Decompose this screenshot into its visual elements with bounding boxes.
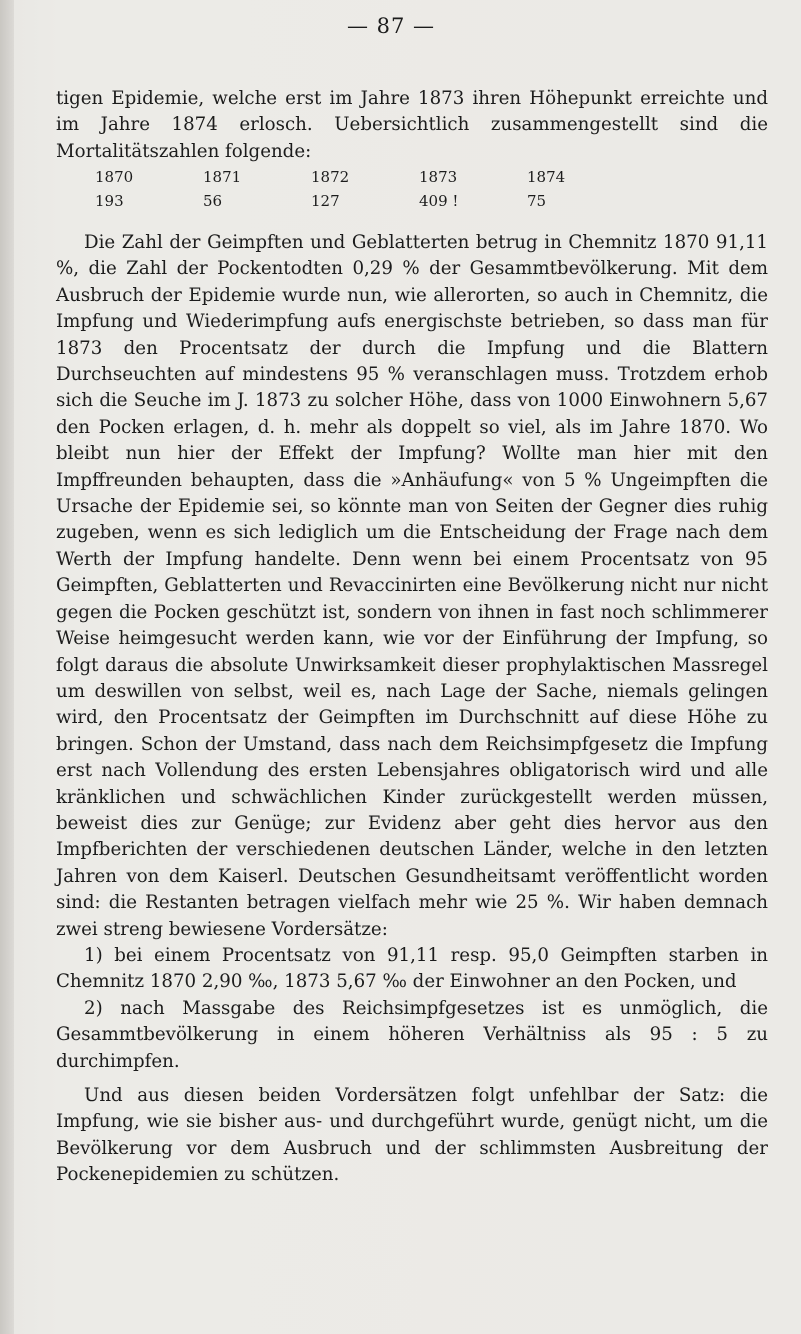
mortality-values-row <box>95 189 635 213</box>
value-cell: 127 <box>311 192 340 210</box>
year-cell: 1873 <box>419 168 458 186</box>
year-cell: 1874 <box>527 168 566 186</box>
value-cell: 409 ! <box>419 192 459 210</box>
intro-paragraph <box>56 86 768 165</box>
premise-2: 2) nach Massgabe des Reichsimpfgesetzes ist es unmöglich, die Gesammtbevölkerung in einem höheren Verhältniss als 95 : 5 zu durchimpfen. <box>56 997 768 1072</box>
value-cell: 56 <box>203 192 223 210</box>
premise-1: 1) bei einem Procentsatz von 91,11 resp. 95,0 Geimpften starben in Chemnitz 1870 2,90 ‰, 1873 5,67 ‰ der Einwohner an den Pocken, und <box>56 944 768 993</box>
intro-text: tigen Epidemie, welche erst im Jahre 1873 ihren Höhepunkt erreichte und im Jahre 1874 erlosch. Uebersichtlich zusammengestellt sind die Mortalitätszahlen folgende: <box>56 88 768 162</box>
year-cell: 1871 <box>203 168 242 186</box>
value-cell: 75 <box>527 192 547 210</box>
page-spine-shadow <box>0 0 14 1334</box>
main-text: Die Zahl der Geimpften und Geblatterten betrug in Chemnitz 1870 91,11 %, die Zahl der Pockentodten 0,29 % der Gesammtbevölkerung. Mit dem Ausbruch der Epidemie wurde nun, wie allerorten, so auch in Chemnitz, die Impfung und Wiederimpfung aufs energischste betrieben, so dass man für 1873 den Procentsatz der durch die Impfung und die Blattern Durchseuchten auf mindestens 95 % veranschlagen muss. Trotzdem erhob sich die Seuche im J. 1873 zu solcher Höhe, dass von 1000 Einwohnern 5,67 den Pocken erlagen, d. h. mehr als doppelt so viel, als im Jahre 1870. Wo bleibt nun hier der Effekt der Impfung? Wollte man hier mit den Impffreunden behaupten, dass die »Anhäufung« von 5 % Ungeimpften die Ursache der Epidemie sei, so könnte man von Seiten der Gegner dies ruhig zugeben, wenn es sich lediglich um die Entscheidung der Frage nach dem Werth der Impfung handelte. Denn wenn bei einem Procentsatz von 95 Geimpften, Geblatterten und Revaccinirten eine Bevölkerung nicht nur nicht gegen die Pocken geschützt ist, sondern von ihnen in fast noch schlimmerer Weise heimgesucht werden kann, wie vor der Einführung der Impfung, so folgt daraus die absolute Unwirksamkeit dieser prophylaktischen Massregel um deswillen von selbst, weil es, nach Lage der Sache, niemals gelingen wird, den Procentsatz der Geimpften im Durchschnitt auf diese Höhe zu bringen. Schon der Umstand, dass nach dem Reichsimpfgesetz die Impfung erst nach Vollendung des ersten Lebensjahres obligatorisch wird und alle kränklichen und schwächlichen Kinder zurückgestellt werden müssen, beweist dies zur Genüge; zur Evidenz aber geht dies hervor aus den Impfberichten der verschiedenen deutschen Länder, welche in den letzten Jahren von dem Kaiserl. Deutschen Gesundheitsamt veröffentlicht worden sind: die Restanten betragen vielfach mehr wie 25 %. Wir haben demnach zwei streng bewiesene Vordersätze: <box>56 232 768 940</box>
year-cell: 1872 <box>311 168 350 186</box>
main-paragraph <box>56 230 768 1189</box>
page-number: — 87 — <box>346 14 436 38</box>
mortality-years-row <box>95 165 635 189</box>
conclusion-text: Und aus diesen beiden Vordersätzen folgt unfehlbar der Satz: die Impfung, wie sie bisher aus- und durchgeführt wurde, genügt nicht, um die Bevölkerung vor dem Ausbruch und der schlimmsten Ausbreitung der Pockenepidemien zu schützen. <box>56 1085 768 1186</box>
mortality-table <box>95 165 635 213</box>
year-cell: 1870 <box>95 168 134 186</box>
value-cell: 193 <box>95 192 124 210</box>
